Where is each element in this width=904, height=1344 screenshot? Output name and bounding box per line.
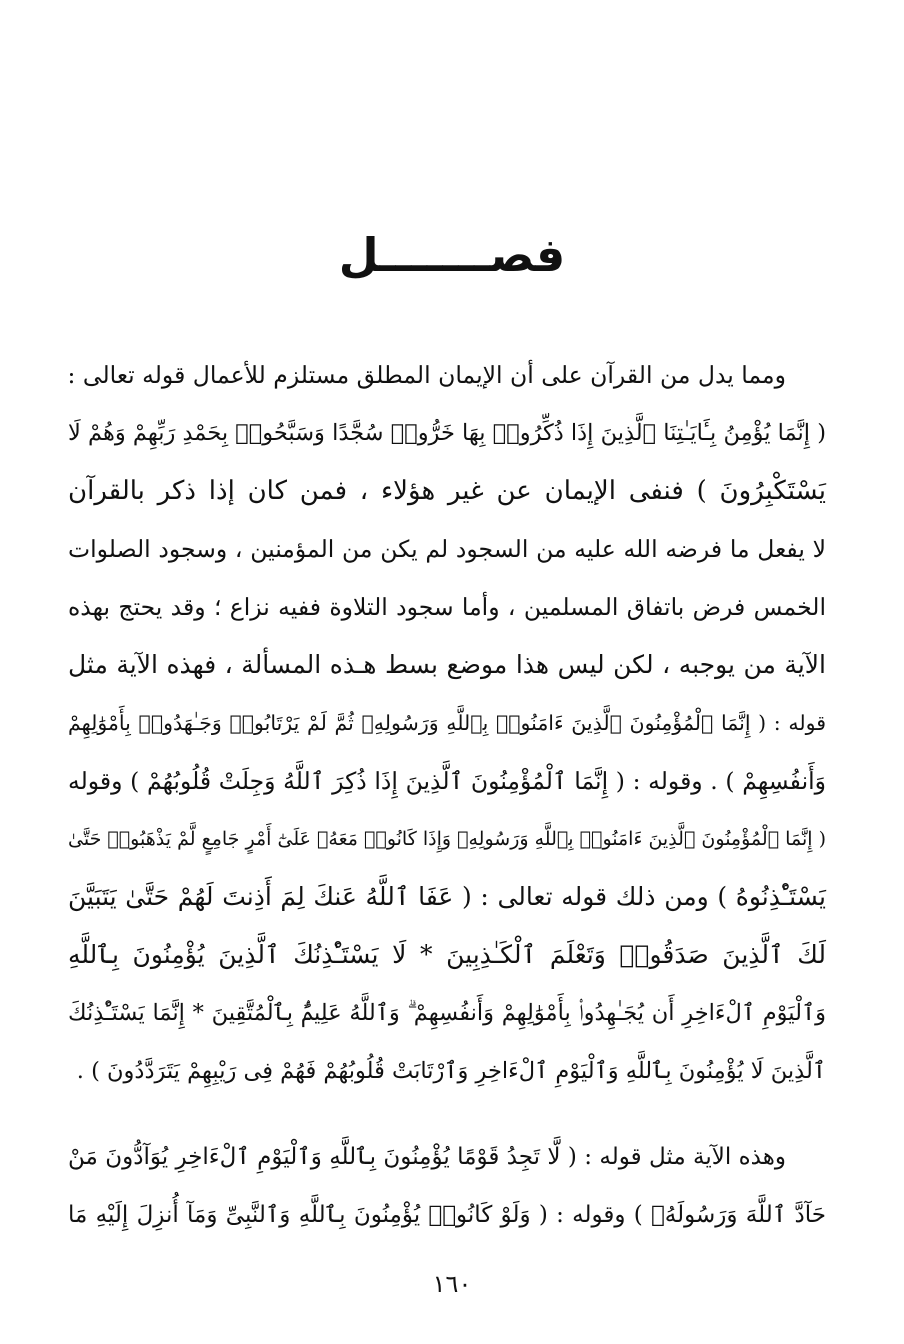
paragraph-second: [68, 1128, 826, 1244]
page-number: ١٦٠: [432, 1270, 472, 1298]
text-line: وهذه الآية مثل قوله : ( لَّا تَجِدُ قَوْمًا يُؤْمِنُونَ بِٱللَّهِ وَٱلْيَوْمِ ٱلْءَاخِرِ يُوَآدُّونَ مَنْ: [68, 1144, 786, 1170]
text-line: يَسْتَكْبِرُونَ ) فنفى الإيمان عن غير هؤلاء ، فمن كان إذا ذكر بالقرآن: [68, 476, 826, 506]
text-line: حَآدَّ ٱللَّهَ وَرَسُولَهُۥ ) وقوله : ( وَلَوْ كَانُوا۟ يُؤْمِنُونَ بِٱللَّهِ وَٱلنَّبِىِّ وَمَآ أُنزِلَ إِلَيْهِ مَا: [68, 1202, 826, 1228]
text-line: يَسْتَـْٔذِنُوهُ ) ومن ذلك قوله تعالى : ( عَفَا ٱللَّهُ عَنكَ لِمَ أَذِنتَ لَهُمْ حَتَّىٰ يَتَبَيَّنَ: [68, 882, 826, 911]
text-line: وَأَنفُسِهِمْ ) . وقوله : ( إِنَّمَا ٱلْمُؤْمِنُونَ ٱلَّذِينَ إِذَا ذُكِرَ ٱللَّهُ وَجِلَتْ قُلُوبُهُمْ ) وقوله: [68, 767, 826, 795]
text-line: وَٱلْيَوْمِ ٱلْءَاخِرِ أَن يُجَـٰهِدُوا۟ بِأَمْوَٰلِهِمْ وَأَنفُسِهِمْ ۗ وَٱللَّهُ عَلِيمٌۢ بِٱلْمُتَّقِينَ * إِنَّمَا يَسْتَـْٔذِنُكَ: [68, 1000, 826, 1026]
text-line: ( إِنَّمَا يُؤْمِنُ بِـَٔايَـٰتِنَا ٱلَّذِينَ إِذَا ذُكِّرُوا۟ بِهَا خَرُّوا۟ سُجَّدًا وَسَبَّحُوا۟ بِحَمْدِ رَبِّهِمْ وَهُمْ لَا: [68, 420, 826, 446]
text-line: لَكَ ٱلَّذِينَ صَدَقُوا۟ وَتَعْلَمَ ٱلْكَـٰذِبِينَ * لَا يَسْتَـْٔذِنُكَ ٱلَّذِينَ يُؤْمِنُونَ بِٱللَّهِ: [68, 940, 826, 969]
text-line: الخمس فرض باتفاق المسلمين ، وأما سجود التلاوة ففيه نزاع ؛ وقد يحتج بهذه: [68, 593, 826, 621]
text-line: الآية من يوجبه ، لكن ليس هذا موضع بسط هـذه المسألة ، فهذه الآية مثل: [68, 650, 826, 679]
text-line: لا يفعل ما فرضه الله عليه من السجود لم يكن من المؤمنين ، وسجود الصلوات: [68, 535, 826, 563]
text-line: ٱلَّذِينَ لَا يُؤْمِنُونَ بِٱللَّهِ وَٱلْيَوْمِ ٱلْءَاخِرِ وَٱرْتَابَتْ قُلُوبُهُمْ فَهُمْ فِى رَيْبِهِمْ يَتَرَدَّدُونَ ) .: [76, 1058, 826, 1084]
text-line: ( إِنَّمَا ٱلْمُؤْمِنُونَ ٱلَّذِينَ ءَامَنُوا۟ بِٱللَّهِ وَرَسُولِهِۦ وَإِذَا كَانُوا۟ مَعَهُۥ عَلَىٰٓ أَمْرٍ جَامِعٍ لَّمْ يَذْهَبُوا۟ حَتَّىٰ: [68, 828, 826, 850]
text-line: ومما يدل من القرآن على أن الإيمان المطلق مستلزم للأعمال قوله تعالى :: [67, 361, 786, 389]
section-heading: فصـــــــل: [338, 228, 566, 282]
text-line: قوله : ( إِنَّمَا ٱلْمُؤْمِنُونَ ٱلَّذِينَ ءَامَنُوا۟ بِٱللَّهِ وَرَسُولِهِۦ ثُمَّ لَمْ يَرْتَابُوا۟ وَجَـٰهَدُوا۟ بِأَمْوَٰلِهِمْ: [68, 711, 826, 735]
paragraph-main: [68, 346, 826, 1100]
